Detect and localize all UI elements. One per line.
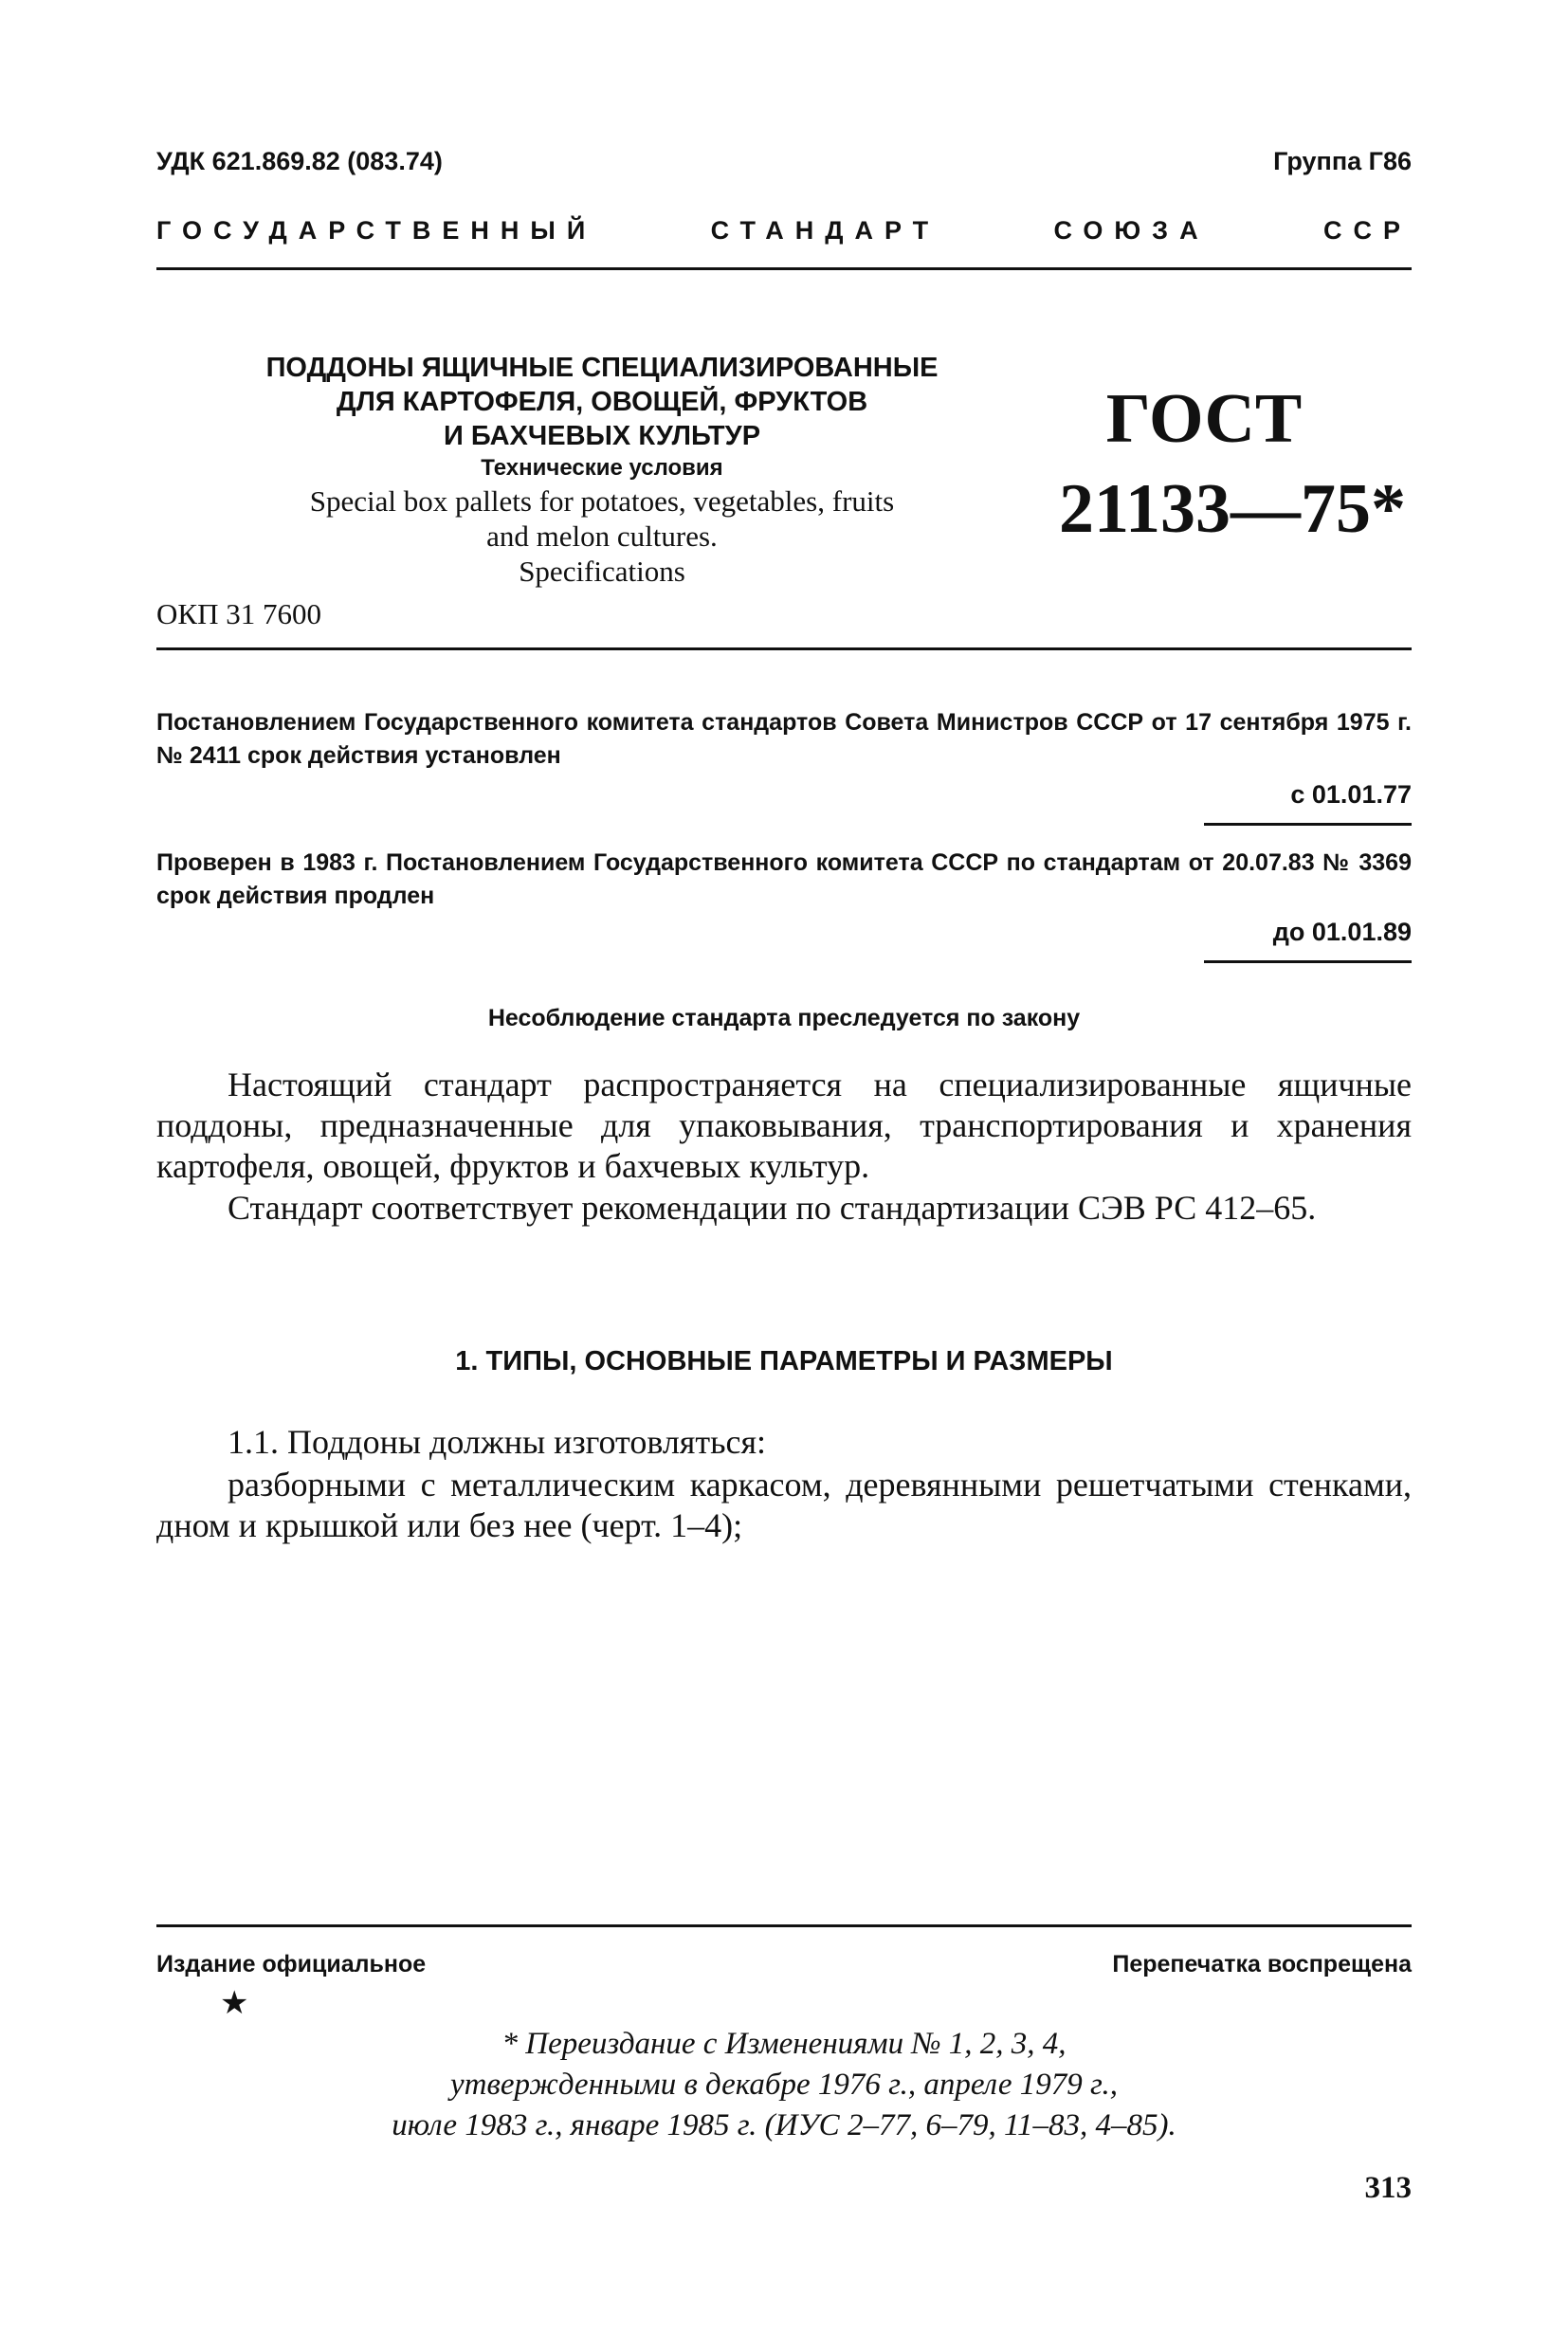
title-english-line-1: Special box pallets for potatoes, vegetables, fruits xyxy=(309,484,895,518)
state-standard-header xyxy=(156,216,1412,246)
check-date-rule xyxy=(1204,960,1412,963)
title-subtitle: Технические условия xyxy=(481,455,723,481)
reissue-line-2: утвержденными в декабре 1976 г., апреле 1979 г., xyxy=(450,2068,1118,2102)
title-line-2: ДЛЯ КАРТОФЕЛЯ, ОВОЩЕЙ, ФРУКТОВ xyxy=(336,387,868,417)
legal-notice: Несоблюдение стандарта преследуется по закону xyxy=(487,1005,1081,1031)
check-date: до 01.01.89 xyxy=(1272,918,1412,946)
gost-number: 21133—75* xyxy=(1059,470,1406,548)
header-word-3: СОЮЗА xyxy=(1053,216,1210,245)
title-line-1: ПОДДОНЫ ЯЩИЧНЫЕ СПЕЦИАЛИЗИРОВАННЫЕ xyxy=(265,353,939,383)
title-english-line-3: Specifications xyxy=(519,555,685,588)
title-english-line-2: and melon cultures. xyxy=(486,519,718,553)
header-word-1: ГОСУДАРСТВЕННЫЙ xyxy=(156,216,597,245)
scope-text: Настоящий стандарт распространяется на специализированные ящичные поддоны, предназначенные для упаковывания, транспортирования и хранения картофеля, овощей, фруктов и бахчевых культур. xyxy=(156,1066,1412,1185)
compliance-paragraph xyxy=(156,1188,1412,1229)
item-1-1-text: 1.1. Поддоны должны изготовляться: xyxy=(228,1423,767,1461)
approval-date: с 01.01.77 xyxy=(1290,780,1412,809)
star-icon: ★ xyxy=(220,1986,249,2021)
header-word-2: СТАНДАРТ xyxy=(710,216,940,245)
compliance-text: Стандарт соответствует рекомендации по стандартизации СЭВ РС 412–65. xyxy=(228,1189,1317,1227)
check-text: Проверен в 1983 г. Постановлением Государственного комитета СССР по стандартам от 20.07.83 № 3369 срок действия продлен xyxy=(156,849,1412,909)
title-line-3: И БАХЧЕВЫХ КУЛЬТУР xyxy=(443,421,761,451)
approval-text: Постановлением Государственного комитета стандартов Совета Министров СССР от 17 сентября 1975 г. № 2411 срок действия установлен xyxy=(156,709,1412,769)
official-edition: Издание официальное xyxy=(156,1951,427,1977)
reissue-note xyxy=(156,2024,1412,2146)
udk-code: УДК 621.869.82 (083.74) xyxy=(156,147,443,175)
header-word-4: ССР xyxy=(1322,216,1412,245)
section-heading: 1. ТИПЫ, ОСНОВНЫЕ ПАРАМЕТРЫ И РАЗМЕРЫ xyxy=(455,1346,1113,1376)
reprint-prohibited: Перепечатка воспрещена xyxy=(1112,1951,1412,1977)
approval-date-rule xyxy=(1204,823,1412,826)
item-1-1 xyxy=(156,1422,1412,1463)
header-divider xyxy=(156,267,1412,270)
reissue-line-3: июле 1983 г., январе 1985 г. (ИУС 2–77, 6–79, 11–83, 4–85). xyxy=(392,2108,1176,2142)
group-code: Группа Г86 xyxy=(1273,147,1412,175)
title-divider xyxy=(156,647,1412,650)
scope-paragraph xyxy=(156,1065,1412,1187)
item-1-1-a xyxy=(156,1465,1412,1546)
reissue-line-1: * Переиздание с Изменениями № 1, 2, 3, 4, xyxy=(501,2027,1067,2061)
title-block xyxy=(199,351,1005,589)
okp-code: ОКП 31 7600 xyxy=(156,597,321,630)
gost-label: ГОСТ xyxy=(1105,380,1303,458)
item-1-1-a-text: разборными с металлическим каркасом, деревянными решетчатыми стенками, дном и крышкой или без нее (черт. 1–4); xyxy=(156,1466,1412,1544)
footer-divider xyxy=(156,1924,1412,1927)
page-number: 313 xyxy=(1364,2171,1412,2205)
